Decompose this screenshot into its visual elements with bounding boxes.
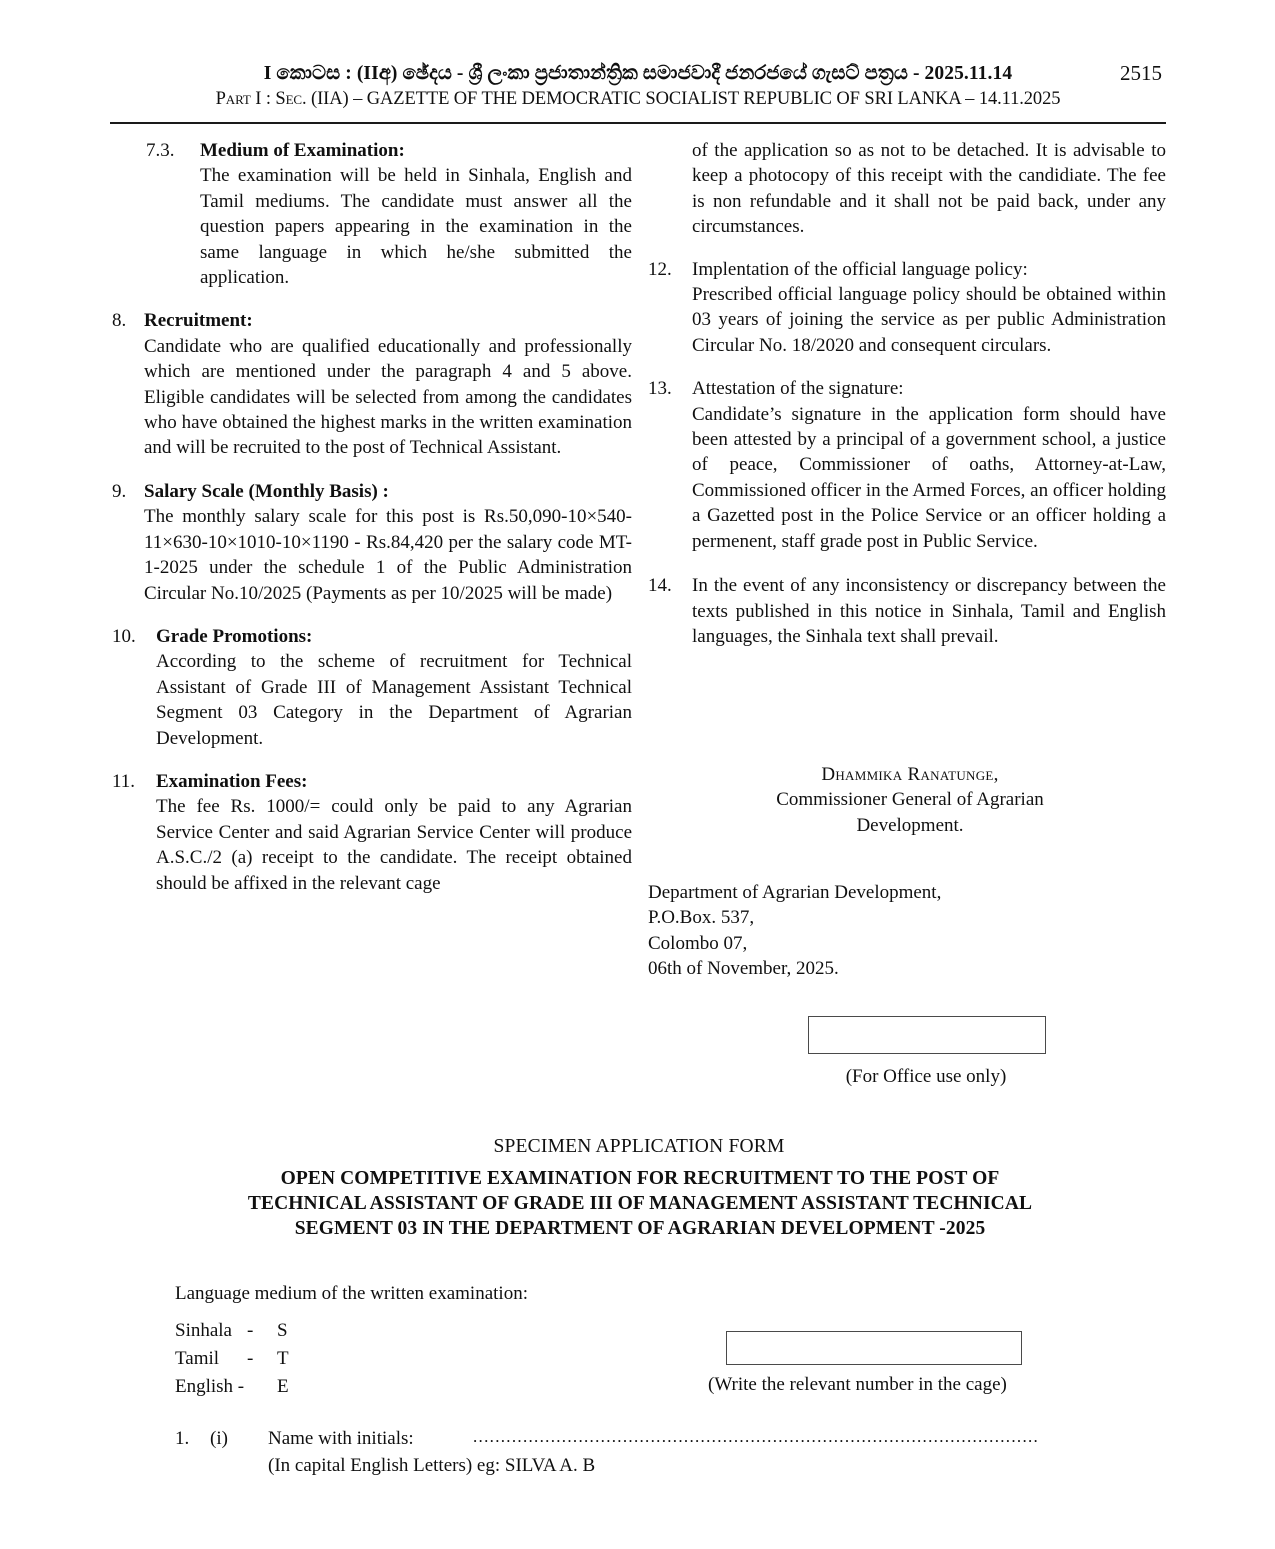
section-text: The fee Rs. 1000/= could only be paid to any Agrarian Service Center and said Agrarian Service Center will produce A.S.C./2 (a) receipt to the candidate. The receipt obtained should be affixed in the relevant cage	[156, 796, 632, 894]
left-column	[112, 138, 632, 913]
section-title: Examination Fees:	[156, 770, 308, 792]
section-number: 10.	[112, 625, 136, 647]
section-body	[692, 573, 1166, 649]
section-body	[144, 308, 632, 460]
address-line-2: P.O.Box. 537,	[648, 907, 755, 929]
page-header	[110, 62, 1166, 110]
specimen-form-title: SPECIMEN APPLICATION FORM	[493, 1136, 785, 1157]
section-text: According to the scheme of recruitment for Technical Assistant of Grade III of Management Assistant Technical Segment 03 Category in the Department of Agrarian Development.	[156, 651, 632, 749]
language-cage-caption: (Write the relevant number in the cage)	[708, 1374, 1007, 1395]
specimen-heading-line-3: SEGMENT 03 IN THE DEPARTMENT OF AGRARIAN DEVELOPMENT -2025	[294, 1218, 986, 1239]
section-8-recruitment	[112, 308, 632, 460]
specimen-heading-line-2: TECHNICAL ASSISTANT OF GRADE III OF MANAGEMENT ASSISTANT TECHNICAL	[247, 1193, 1033, 1214]
section-number: 7.3.	[146, 140, 175, 161]
header-divider-rule	[110, 122, 1166, 124]
section-number: 9.	[112, 480, 127, 502]
section-7-3	[112, 138, 632, 290]
section-title: Recruitment:	[144, 310, 253, 332]
language-name: English -	[175, 1376, 245, 1397]
department-address	[648, 880, 941, 982]
address-line-1: Department of Agrarian Development,	[648, 882, 942, 903]
question-sub-number: (i)	[210, 1428, 228, 1449]
question-number: 1.	[175, 1428, 190, 1449]
section-title: Medium of Examination:	[200, 140, 405, 161]
address-line-3: Colombo 07,	[648, 932, 748, 954]
header-english-prefix: Part I : Sec. (IIA) –	[215, 89, 367, 109]
section-11-examination-fees	[112, 769, 632, 896]
section-text: The examination will be held in Sinhala, English and Tamil mediums. The candidate must answer all the question papers appearing in the examination in the same language in which he/she submitted the application.	[200, 165, 632, 289]
question-label: Name with initials:	[268, 1428, 414, 1449]
section-text: Candidate’s signature in the application form should have been attested by a principal of a government school, a justice of peace, Commissioner of oaths, Attorney-at-Law, Commissioned officer in the Armed Forces, an officer holding a Gazetted post in the Police Service or an officer holding a permenent, staff grade post in Public Service.	[692, 403, 1166, 552]
section-text: The monthly salary scale for this post is Rs.50,090-10×540-11×630-10×1010-10×1190 - Rs.84,420 per the salary code MT-1-2025 under the schedule 1 of the Public Administration Circular No.10/2025 (Payments as per 10/2025 will be made)	[144, 506, 632, 604]
question-1-row	[175, 1425, 1095, 1452]
page-number: 2515	[1120, 61, 1162, 85]
section-title: Salary Scale (Monthly Basis) :	[144, 480, 389, 502]
signatory-designation-line-1: Commissioner General of Agrarian	[776, 789, 1044, 811]
section-number: 13.	[648, 378, 672, 400]
address-line-4: 06th of November, 2025.	[648, 958, 839, 980]
language-code: E	[277, 1376, 289, 1397]
question-1-note: (In capital English Letters) eg: SILVA A. B	[268, 1455, 596, 1476]
section-title: Grade Promotions:	[156, 625, 313, 647]
language-code: T	[277, 1348, 289, 1369]
language-dash: -	[247, 1348, 254, 1369]
section-number: 11.	[112, 770, 136, 792]
right-column	[648, 138, 1166, 666]
section-number: 12.	[648, 258, 672, 280]
section-11-continuation-text: of the application so as not to be detached. It is advisable to keep a photocopy of this receipt with the candidiate. The fee is non refundable and it shall not be paid back, under any circumstances.	[692, 140, 1166, 238]
language-name: Tamil	[175, 1348, 220, 1369]
language-name: Sinhala	[175, 1320, 232, 1341]
section-text: In the event of any inconsistency or discrepancy between the texts published in this notice in Sinhala, Tamil and English languages, the Sinhala text shall prevail.	[692, 575, 1166, 647]
section-body	[200, 138, 632, 290]
name-input-dotted-line[interactable]: ......................................................................................................	[473, 1427, 1040, 1446]
language-cage-box[interactable]	[726, 1331, 1022, 1365]
section-13-attestation	[648, 376, 1166, 554]
section-9-salary-scale	[112, 479, 632, 606]
section-title: Attestation of the signature:	[692, 378, 904, 400]
language-option-english	[175, 1373, 307, 1401]
header-english-caps: GAZETTE OF THE DEMOCRATIC SOCIALIST REPUBLIC OF SRI LANKA – 14.11.2025	[366, 89, 1061, 109]
language-option-tamil	[175, 1345, 307, 1373]
section-12-language-policy	[648, 257, 1166, 359]
language-dash	[247, 1373, 277, 1401]
language-options-list	[175, 1317, 307, 1401]
section-body	[144, 479, 632, 606]
signature-block	[700, 762, 1120, 838]
header-sinhala-text: I කොටස : (IIඅ) ඡේදය - ශ්‍රී ලංකා ප්‍රජාතාන්ත්‍රික සමාජවාදී ජනරජයේ ගැසට් පත්‍රය - 2025.11.14	[263, 63, 1013, 84]
signatory-designation-line-2: Development.	[856, 814, 964, 836]
office-use-box[interactable]	[808, 1016, 1046, 1054]
section-10-grade-promotions	[112, 624, 632, 751]
office-use-caption: (For Office use only)	[845, 1066, 1007, 1087]
specimen-form-heading	[150, 1166, 1130, 1241]
language-dash: -	[247, 1320, 254, 1341]
language-medium-label: Language medium of the written examination:	[175, 1283, 528, 1304]
language-code: S	[277, 1320, 288, 1341]
section-number: 14.	[648, 575, 672, 597]
form-question-1	[175, 1425, 1095, 1479]
section-number: 8.	[112, 310, 127, 332]
section-body	[692, 257, 1166, 359]
section-body	[156, 769, 632, 896]
language-option-sinhala	[175, 1317, 307, 1345]
specimen-heading-line-1: OPEN COMPETITIVE EXAMINATION FOR RECRUITMENT TO THE POST OF	[280, 1168, 1000, 1189]
header-line-sinhala-row	[110, 62, 1166, 85]
signatory-name: Dhammika Ranatunge,	[821, 764, 999, 785]
section-text: Prescribed official language policy should be obtained within 03 years of joining the service as per public Administration Circular No. 18/2020 and consequent circulars.	[692, 284, 1166, 356]
section-14-discrepancy	[648, 573, 1166, 649]
header-line-english	[110, 89, 1166, 110]
section-body	[156, 624, 632, 751]
section-text: Candidate who are qualified educationally and professionally which are mentioned under the paragraph 4 and 5 above. Eligible candidates will be selected from among the candidates who have obtained the highest marks in the written examination and will be recruited to the post of Technical Assistant.	[144, 335, 632, 459]
section-body	[692, 376, 1166, 554]
section-title: Implentation of the official language policy:	[692, 258, 1028, 280]
